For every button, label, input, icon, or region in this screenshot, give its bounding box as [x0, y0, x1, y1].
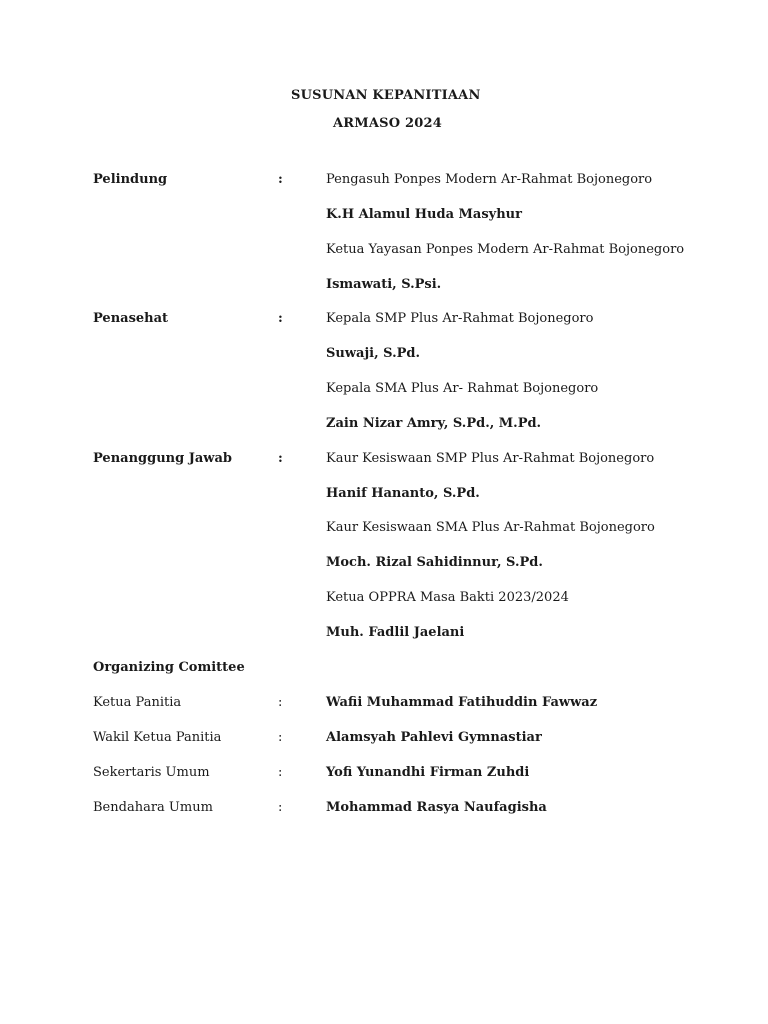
- committee-role: Wakil Ketua Panitia: [93, 730, 222, 745]
- pelindung-row: [0, 277, 768, 297]
- penasehat-row: [0, 416, 768, 436]
- committee-colon: :: [278, 765, 283, 780]
- penanggung-jawab-row: [0, 486, 768, 506]
- document-subtitle: ARMASO 2024: [333, 116, 442, 131]
- pelindung-row: [0, 207, 768, 227]
- penasehat-position-1: Kepala SMP Plus Ar-Rahmat Bojonegoro: [326, 311, 594, 326]
- committee-colon: :: [278, 800, 283, 815]
- penasehat-row: [0, 381, 768, 401]
- organizing-committee-heading: Organizing Comittee: [93, 660, 245, 675]
- pelindung-row: [0, 172, 768, 192]
- penasehat-name-1: Suwaji, S.Pd.: [326, 346, 420, 361]
- committee-row: [0, 730, 768, 750]
- committee-row: [0, 800, 768, 820]
- penanggung-jawab-label: Penanggung Jawab: [93, 451, 233, 466]
- penanggung-jawab-row: [0, 555, 768, 575]
- committee-name: Alamsyah Pahlevi Gymnastiar: [326, 730, 542, 745]
- penanggung-jawab-row: [0, 625, 768, 645]
- penanggung-jawab-position-3: Ketua OPPRA Masa Bakti 2023/2024: [326, 590, 569, 605]
- committee-role: Sekertaris Umum: [93, 765, 210, 780]
- pelindung-label: Pelindung: [93, 172, 168, 187]
- penasehat-position-2: Kepala SMA Plus Ar- Rahmat Bojonegoro: [326, 381, 599, 396]
- penanggung-jawab-row: [0, 520, 768, 540]
- penanggung-jawab-position-2: Kaur Kesiswaan SMA Plus Ar-Rahmat Bojonegoro: [326, 520, 655, 535]
- penanggung-jawab-name-2: Moch. Rizal Sahidinnur, S.Pd.: [326, 555, 543, 570]
- committee-colon: :: [278, 695, 283, 710]
- penanggung-jawab-row: [0, 451, 768, 471]
- pelindung-row: [0, 242, 768, 262]
- penanggung-jawab-name-1: Hanif Hananto, S.Pd.: [326, 486, 480, 501]
- penanggung-jawab-position-1: Kaur Kesiswaan SMP Plus Ar-Rahmat Bojonegoro: [326, 451, 655, 466]
- committee-name: Wafii Muhammad Fatihuddin Fawwaz: [326, 695, 598, 710]
- penasehat-name-2: Zain Nizar Amry, S.Pd., M.Pd.: [326, 416, 542, 431]
- penanggung-jawab-row: [0, 590, 768, 610]
- committee-row: [0, 695, 768, 715]
- committee-row: [0, 765, 768, 785]
- committee-name: Mohammad Rasya Naufagisha: [326, 800, 547, 815]
- penasehat-row: [0, 311, 768, 331]
- committee-colon: :: [278, 730, 283, 745]
- penanggung-jawab-name-3: Muh. Fadlil Jaelani: [326, 625, 465, 640]
- pelindung-name-2: Ismawati, S.Psi.: [326, 277, 442, 292]
- pelindung-position-2: Ketua Yayasan Ponpes Modern Ar-Rahmat Bojonegoro: [326, 242, 685, 257]
- pelindung-position-1: Pengasuh Ponpes Modern Ar-Rahmat Bojonegoro: [326, 172, 653, 187]
- penanggung-jawab-colon: :: [278, 451, 283, 466]
- committee-role: Bendahara Umum: [93, 800, 213, 815]
- pelindung-colon: :: [278, 172, 283, 187]
- pelindung-name-1: K.H Alamul Huda Masyhur: [326, 207, 522, 222]
- committee-role: Ketua Panitia: [93, 695, 182, 710]
- document-title: SUSUNAN KEPANITIAAN: [291, 88, 481, 103]
- penasehat-label: Penasehat: [93, 311, 169, 326]
- penasehat-colon: :: [278, 311, 283, 326]
- penasehat-row: [0, 346, 768, 366]
- committee-name: Yofi Yunandhi Firman Zuhdi: [326, 765, 530, 780]
